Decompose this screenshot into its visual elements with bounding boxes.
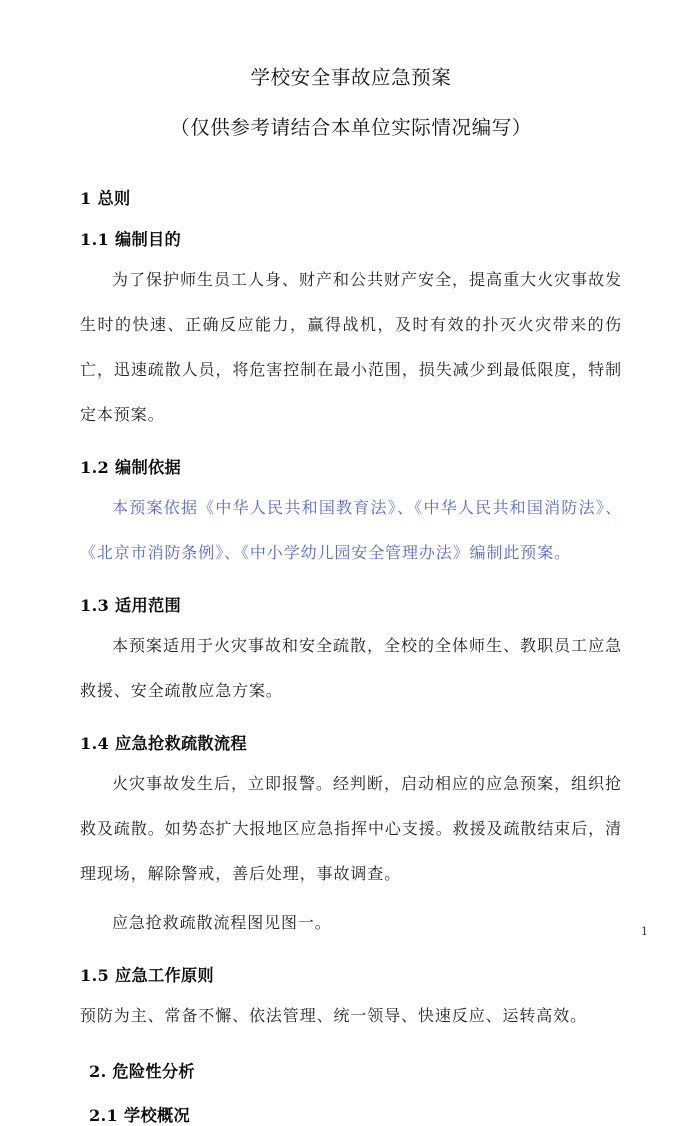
document-body <box>80 0 622 1126</box>
heading-section-2: 2. 危险性分析 <box>89 1062 195 1081</box>
page-title: 学校安全事故应急预案 <box>250 66 452 89</box>
paragraph-1-4-body-2: 应急抢救疏散流程图见图一。 <box>112 913 332 932</box>
heading-section-1-4: 1.4 应急抢救疏散流程 <box>80 734 247 753</box>
paragraph-1-2-body: 本预案依据《中华人民共和国教育法》、《中华人民共和国消防法》、《北京市消防条例》、《中小学幼儿园安全管理办法》编制此预案。 <box>80 498 622 562</box>
paragraph-1-1-body: 为了保护师生员工人身、财产和公共财产安全，提高重大火灾事故发生时的快速、正确反应能力，赢得战机，及时有效的扑灭火灾带来的伤亡，迅速疏散人员，将危害控制在最小范围，损失减少到最低限度，特制定本预案。 <box>80 270 622 424</box>
heading-section-1-2: 1.2 编制依据 <box>80 458 181 477</box>
heading-section-1: 1 总则 <box>80 189 131 208</box>
heading-section-2-1: 2.1 学校概况 <box>89 1106 190 1125</box>
heading-section-1-1: 1.1 编制目的 <box>80 230 181 249</box>
paragraph-1-3-body: 本预案适用于火灾事故和安全疏散，全校的全体师生、教职员工应急救援、安全疏散应急方案。 <box>80 636 622 700</box>
paragraph-1-4-body: 火灾事故发生后，立即报警。经判断，启动相应的应急预案，组织抢救及疏散。如势态扩大报地区应急指挥中心支援。救援及疏散结束后，清理现场，解除警戒，善后处理，事故调查。 <box>80 774 622 883</box>
heading-section-1-3: 1.3 适用范围 <box>80 596 181 615</box>
heading-section-1-5: 1.5 应急工作原则 <box>80 966 214 985</box>
page-number: 1 <box>641 925 648 938</box>
paragraph-1-5-body: 预防为主、常备不懈、依法管理、统一领导、快速反应、运转高效。 <box>80 1006 588 1025</box>
page-subtitle: （仅供参考请结合本单位实际情况编写） <box>170 116 532 139</box>
